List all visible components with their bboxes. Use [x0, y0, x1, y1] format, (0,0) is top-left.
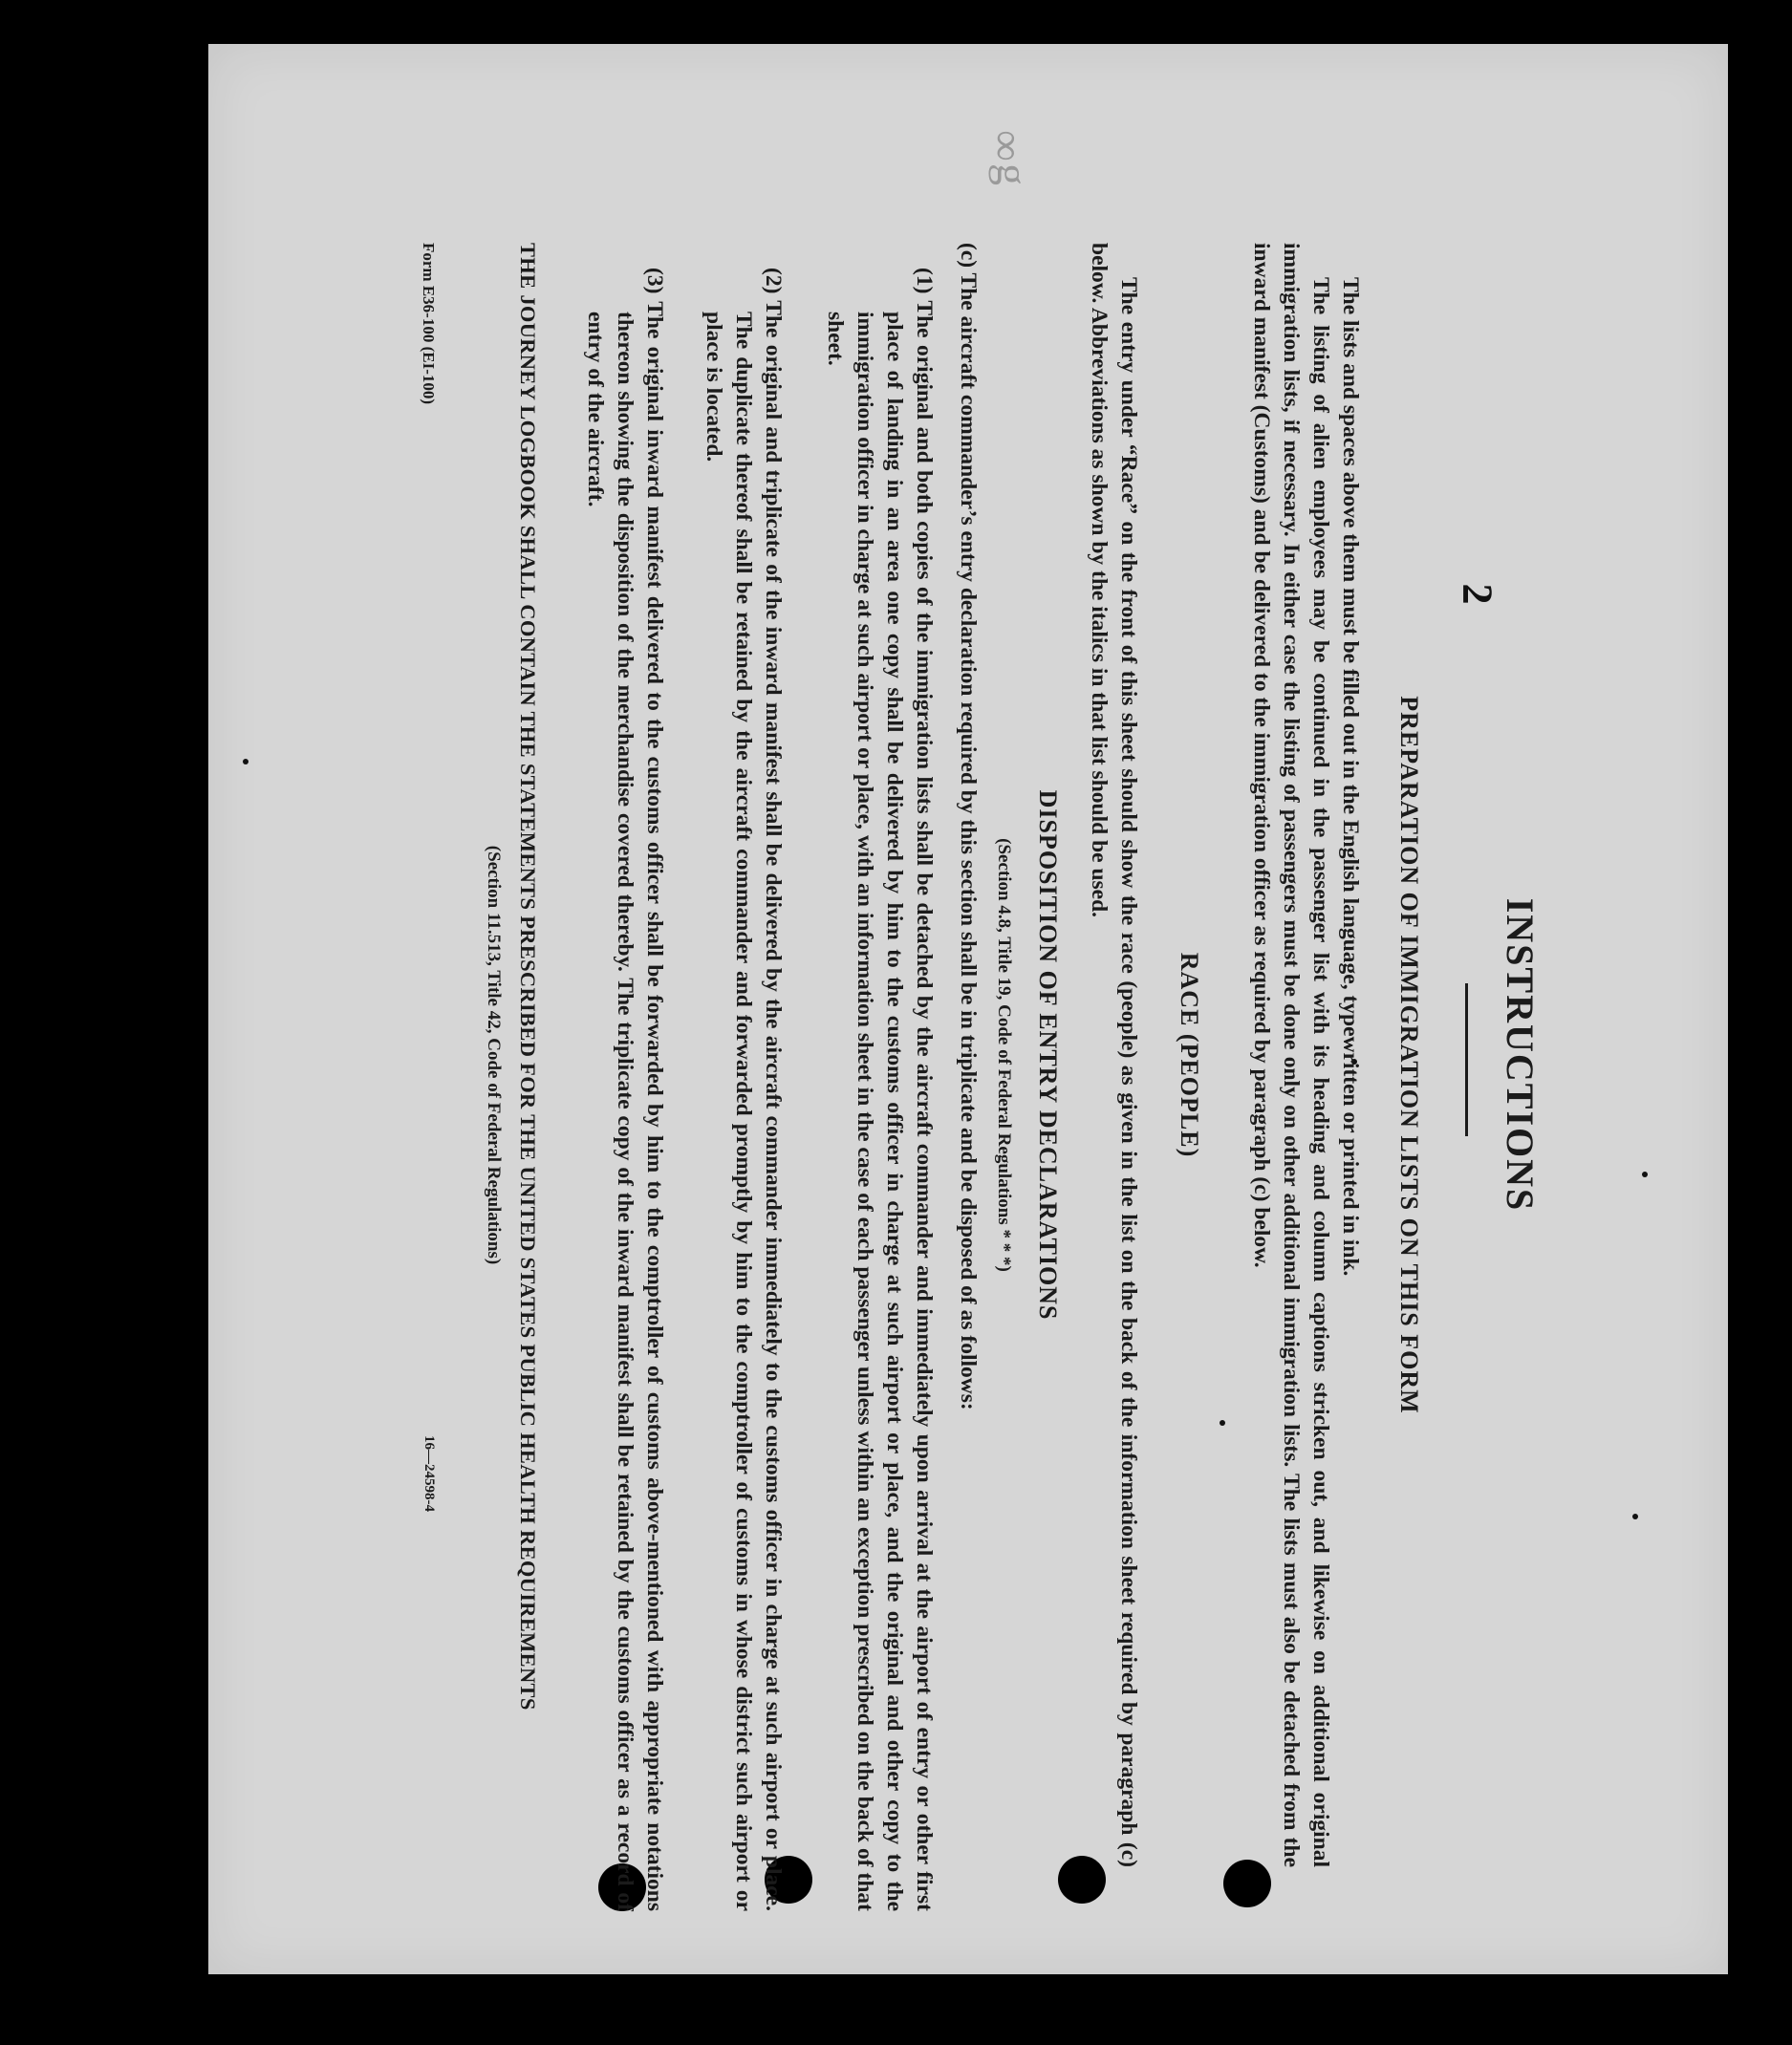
- section-heading-disposition: DISPOSITION OF ENTRY DECLARATIONS: [1034, 789, 1062, 1321]
- journey-reference: (Section 11.513, Title 42, Code of Federal Regulations): [484, 845, 504, 1265]
- page-title: INSTRUCTIONS: [1499, 897, 1542, 1213]
- speck: [1642, 1172, 1648, 1177]
- ghost-stamp: g: [988, 163, 1037, 185]
- item-c-triplicate: (c) The aircraft commander’s entry declaration required by this section shall be in triplicate and be disposed of as follows:: [956, 243, 981, 1410]
- journey-logbook-statement: THE JOURNEY LOGBOOK SHALL CONTAIN THE STATEMENTS PRESCRIBED FOR THE UNITED STATES PUBLIC HEALTH REQUIREMENTS: [516, 243, 540, 1711]
- section-heading-preparation: PREPARATION OF IMMIGRATION LISTS ON THIS FORM: [1395, 696, 1423, 1414]
- item-1-immigration-lists: (1) The original and both copies of the immigration lists shall be detached by the aircraft commander and immediately upon arrival at the airport of entry or other first place of landing in an area one copy shall be delivered by him to the customs officer in charge at such airport or place, and the original and other copy to the immigration officer in charge at such airport or place, with an information sheet in the case of each passenger unless within an exception prescribed on the back of that sheet.: [823, 268, 937, 1911]
- item-2-inward-manifest: (2) The original and triplicate of the inward manifest shall be delivered by the aircraft commander immediately to the customs officer in charge at such airport or place. The duplicate thereof shall be retained by the aircraft commander and forwarded promptly by him to the comptroller of customs in whose district such airport or place is located.: [702, 268, 786, 1911]
- paragraph-race-entry: The entry under “Race” on the front of this sheet should show the race (people) as given in the list on the back of the information sheet required by paragraph (c) below. Abbreviations as shown by the italics in that list should be used.: [1087, 243, 1141, 1867]
- speck: [1632, 1514, 1638, 1519]
- form-number: Form E36-100 (EI-100): [420, 243, 438, 405]
- title-underline: [1465, 983, 1468, 1136]
- page-mark: 2: [1454, 583, 1501, 605]
- speck: [243, 759, 248, 764]
- section-heading-race: RACE (PEOPLE): [1176, 952, 1203, 1158]
- section-reference: (Section 4.8, Title 19, Code of Federal Regulations * * *): [994, 838, 1014, 1272]
- ghost-stamp: ∞: [982, 130, 1032, 161]
- item-3-original-manifest: (3) The original inward manifest delivered to the customs officer shall be forwarded by him to the comptroller of customs above-mentioned with appropriate notations thereon showing the disposition of the merchandise covered thereby. The triplicate copy of the inward manifest shall be retained by the customs officer as a record of entry of the aircraft.: [583, 268, 667, 1911]
- paragraph-english-language: The lists and spaces above them must be filled out in the English language, typewritten or printed in ink.: [1338, 277, 1363, 1277]
- print-code: 16—24598-4: [421, 1435, 437, 1512]
- paragraph-alien-employees: The listing of alien employees may be continued in the passenger list with its heading and column captions stricken out, and likewise on additional original immigration lists, if necessary. In either case the listing of passengers must be done only on other additional immigration lists. The lists must also be detached from the inward manifest (Customs) and be delivered to the immigration officer as required by paragraph (c) below.: [1249, 243, 1333, 1867]
- instructions-content: [417, 243, 1542, 1911]
